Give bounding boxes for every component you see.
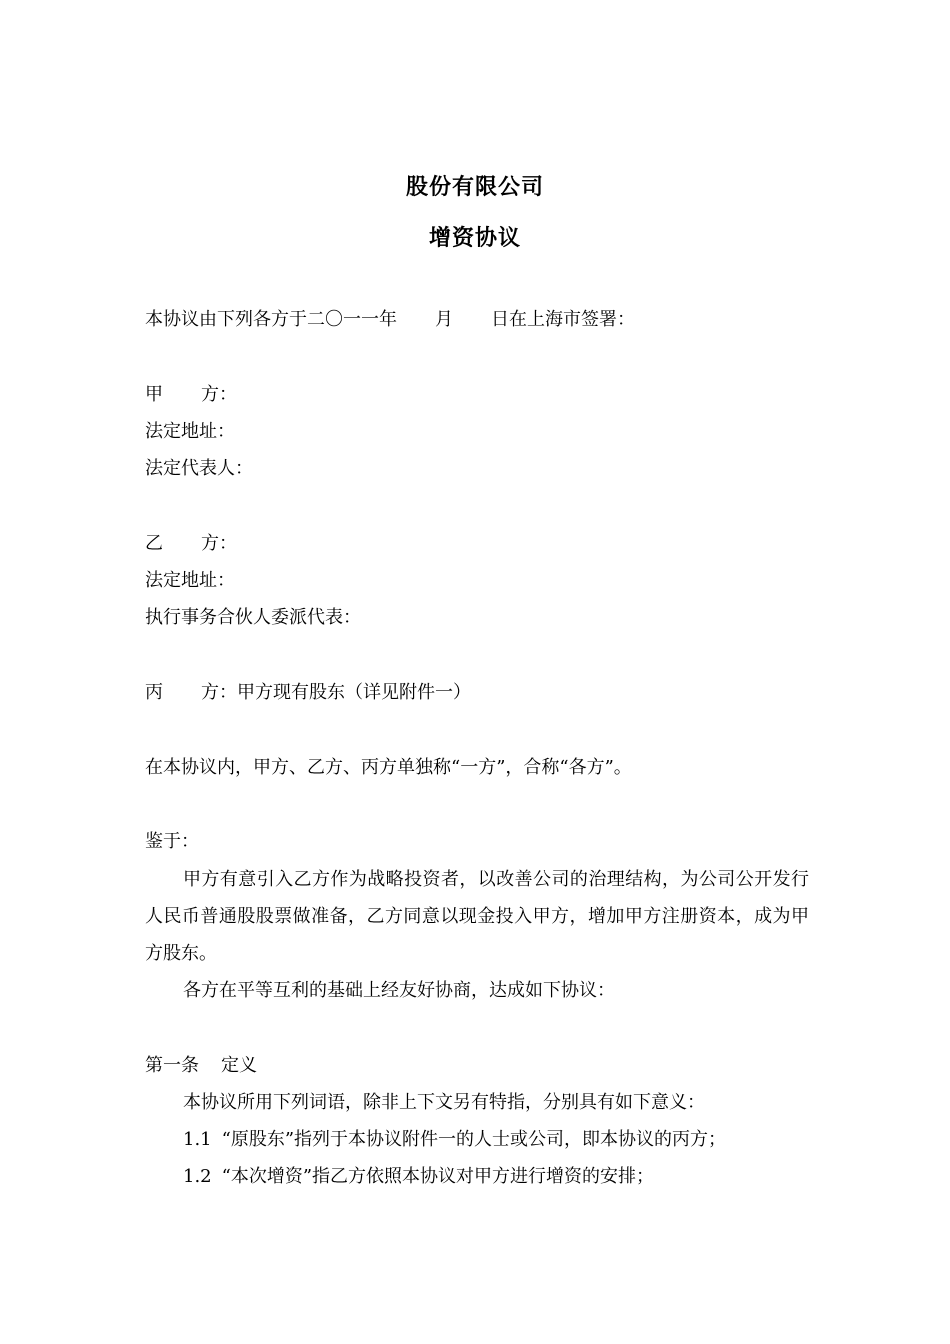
article-1-heading bbox=[145, 1054, 257, 1078]
article-1-number: 第一条 bbox=[145, 1055, 199, 1076]
party-b-address-label: 法定地址： bbox=[145, 570, 235, 591]
party-b-suffix: 方： bbox=[201, 533, 237, 554]
whereas-paragraph-1: 甲方有意引入乙方作为战略投资者，以改善公司的治理结构，为公司公开发行人民币普通股股票做准备，乙方同意以现金投入甲方，增加甲方注册资本，成为甲方股东。 bbox=[145, 869, 809, 964]
document-title-agreement: 增资协议 bbox=[428, 226, 521, 251]
collective-clause: 在本协议内，甲方、乙方、丙方单独称“一方”，合称“各方”。 bbox=[145, 757, 632, 778]
party-b-label bbox=[145, 532, 237, 556]
definition-text: “原股东”指列于本协议附件一的人士或公司，即本协议的丙方； bbox=[221, 1129, 727, 1150]
document-title-company: 股份有限公司 bbox=[405, 175, 544, 200]
signing-prefix: 本协议由下列各方于二〇一一年 bbox=[145, 309, 397, 330]
whereas-heading: 鉴于： bbox=[145, 831, 199, 852]
party-a-address-label: 法定地址： bbox=[145, 421, 235, 442]
party-c-char: 丙 bbox=[145, 682, 163, 703]
signing-day-place: 日在上海市签署： bbox=[491, 309, 635, 330]
party-a-label bbox=[145, 383, 237, 407]
definition-item bbox=[183, 1165, 654, 1189]
party-b-rep-label: 执行事务合伙人委派代表： bbox=[145, 607, 361, 628]
definition-item bbox=[183, 1128, 726, 1152]
article-1-title: 定义 bbox=[221, 1055, 257, 1076]
signing-line bbox=[145, 308, 635, 332]
definition-text: “本次增资”指乙方依照本协议对甲方进行增资的安排； bbox=[221, 1166, 655, 1187]
party-a-char: 甲 bbox=[145, 384, 163, 405]
article-1-intro: 本协议所用下列词语，除非上下文另有特指，分别具有如下意义： bbox=[183, 1092, 705, 1113]
whereas-paragraph-2: 各方在平等互利的基础上经友好协商，达成如下协议： bbox=[183, 980, 615, 1001]
party-b-char: 乙 bbox=[145, 533, 163, 554]
party-c-suffix: 方：甲方现有股东（详见附件一） bbox=[201, 682, 471, 703]
definition-number: 1.1 bbox=[183, 1129, 212, 1150]
definition-number: 1.2 bbox=[183, 1166, 212, 1187]
party-a-suffix: 方： bbox=[201, 384, 237, 405]
party-a-rep-label: 法定代表人： bbox=[145, 458, 253, 479]
signing-month: 月 bbox=[435, 309, 453, 330]
party-c-label bbox=[145, 681, 471, 705]
